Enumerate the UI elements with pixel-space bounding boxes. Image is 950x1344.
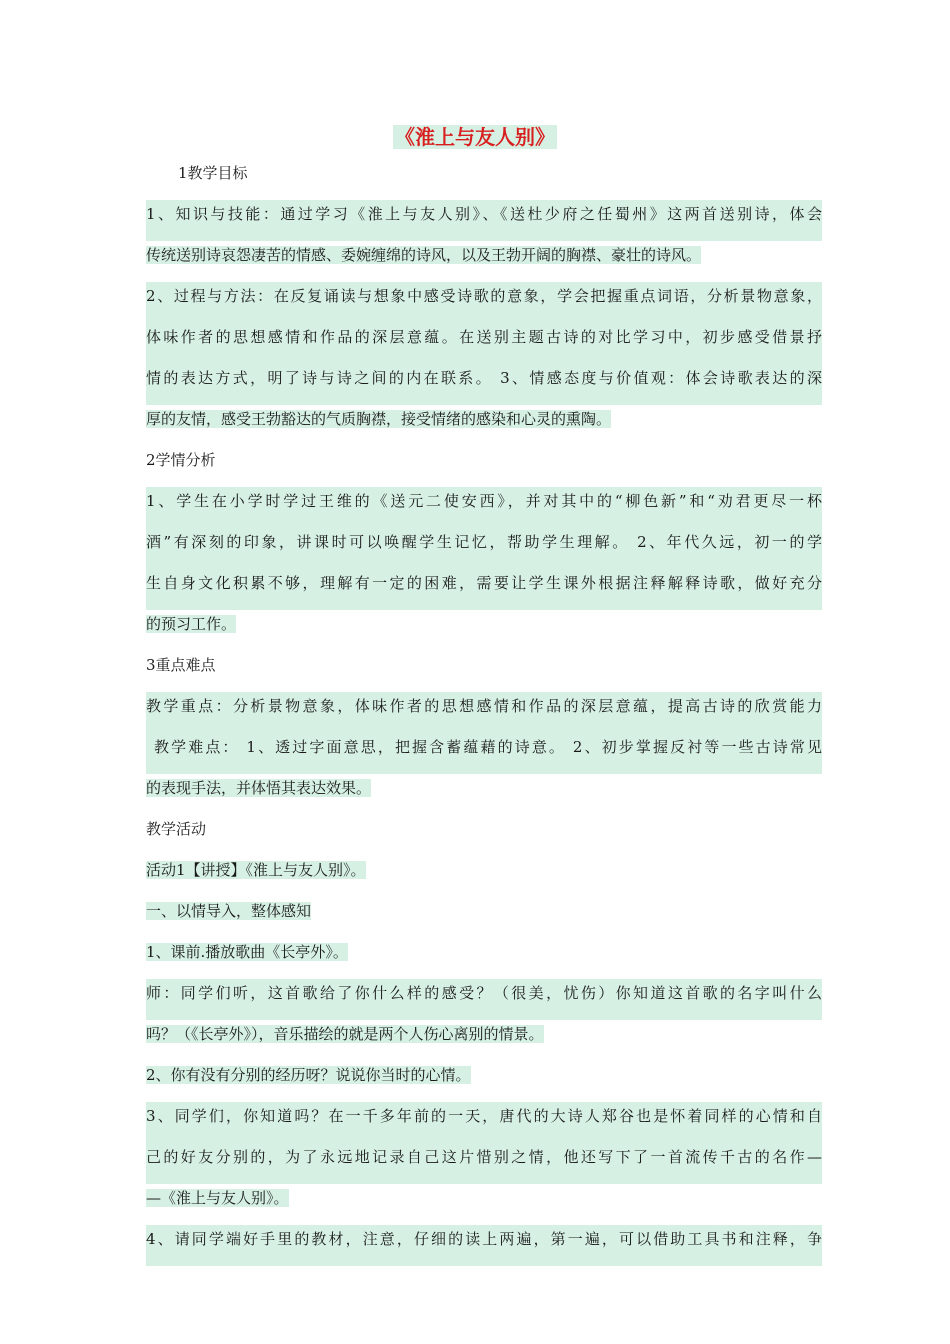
paragraph-line: —《淮上与友人别》。	[146, 1189, 289, 1207]
paragraph-line: 己的好友分别的，为了永远地记录自己这片惜别之情，他还写下了一首流传千古的名作—	[146, 1143, 822, 1184]
paragraph-line: 2、过程与方法：在反复诵读与想象中感受诗歌的意象，学会把握重点词语，分析景物意象，	[146, 282, 822, 323]
activity-title: 活动1【讲授】《淮上与友人别》。	[146, 861, 366, 879]
paragraph-line: 的预习工作。	[146, 615, 237, 633]
paragraph-line: 吗？（《长亭外》），音乐描绘的就是两个人伤心离别的情景。	[146, 1025, 544, 1043]
activity-subheading: 一、以情导入，整体感知	[146, 902, 312, 920]
paragraph-line: 厚的友情，感受王勃豁达的气质胸襟，接受情绪的感染和心灵的熏陶。	[146, 410, 612, 428]
paragraph-line: 情的表达方式，明了诗与诗之间的内在联系。 3、情感态度与价值观：体会诗歌表达的深	[146, 364, 822, 405]
paragraph-line: 4、请同学端好手里的教材，注意，仔细的读上两遍，第一遍，可以借助工具书和注释，争	[146, 1225, 822, 1266]
paragraph-line: 师：同学们听，这首歌给了你什么样的感受？（很美，忧伤）你知道这首歌的名字叫什么	[146, 979, 822, 1020]
section-heading-objectives: 1教学目标	[178, 164, 248, 182]
paragraph-line: 教学重点：分析景物意象，体味作者的思想感情和作品的深层意蕴，提高古诗的欣赏能力	[146, 692, 822, 733]
paragraph-line: 体味作者的思想感情和作品的深层意蕴。在送别主题古诗的对比学习中，初步感受借景抒	[146, 323, 822, 364]
section-heading-activities: 教学活动	[146, 820, 207, 838]
paragraph-line: 3、同学们，你知道吗？在一千多年前的一天，唐代的大诗人郑谷也是怀着同样的心情和自	[146, 1102, 822, 1143]
paragraph-line: 传统送别诗哀怨凄苦的情感、委婉缠绵的诗风，以及王勃开阔的胸襟、豪壮的诗风。	[146, 246, 702, 264]
document-body	[146, 159, 822, 1266]
document-title: 《淮上与友人别》	[395, 125, 555, 149]
paragraph-line: 1、学生在小学时学过王维的《送元二使安西》，并对其中的“柳色新”和“劝君更尽一杯	[146, 487, 822, 528]
paragraph-line: 酒”有深刻的印象，讲课时可以唤醒学生记忆，帮助学生理解。 2、年代久远，初一的学	[146, 528, 822, 569]
section-heading-key-points: 3重点难点	[146, 656, 216, 674]
paragraph-line: 生自身文化积累不够，理解有一定的困难，需要让学生课外根据注释解释诗歌，做好充分	[146, 569, 822, 610]
section-heading-analysis: 2学情分析	[146, 451, 216, 469]
paragraph-line: 教学难点： 1、透过字面意思，把握含蓄蕴藉的诗意。 2、初步掌握反衬等一些古诗常见	[146, 733, 822, 774]
paragraph-line: 1、课前.播放歌曲《长亭外》。	[146, 943, 348, 961]
paragraph-line: 2、你有没有分别的经历呀？说说你当时的心情。	[146, 1066, 471, 1084]
paragraph-line: 的表现手法，并体悟其表达效果。	[146, 779, 372, 797]
paragraph-line: 1、知识与技能：通过学习《淮上与友人别》、《送杜少府之任蜀州》这两首送别诗，体会	[146, 200, 822, 241]
